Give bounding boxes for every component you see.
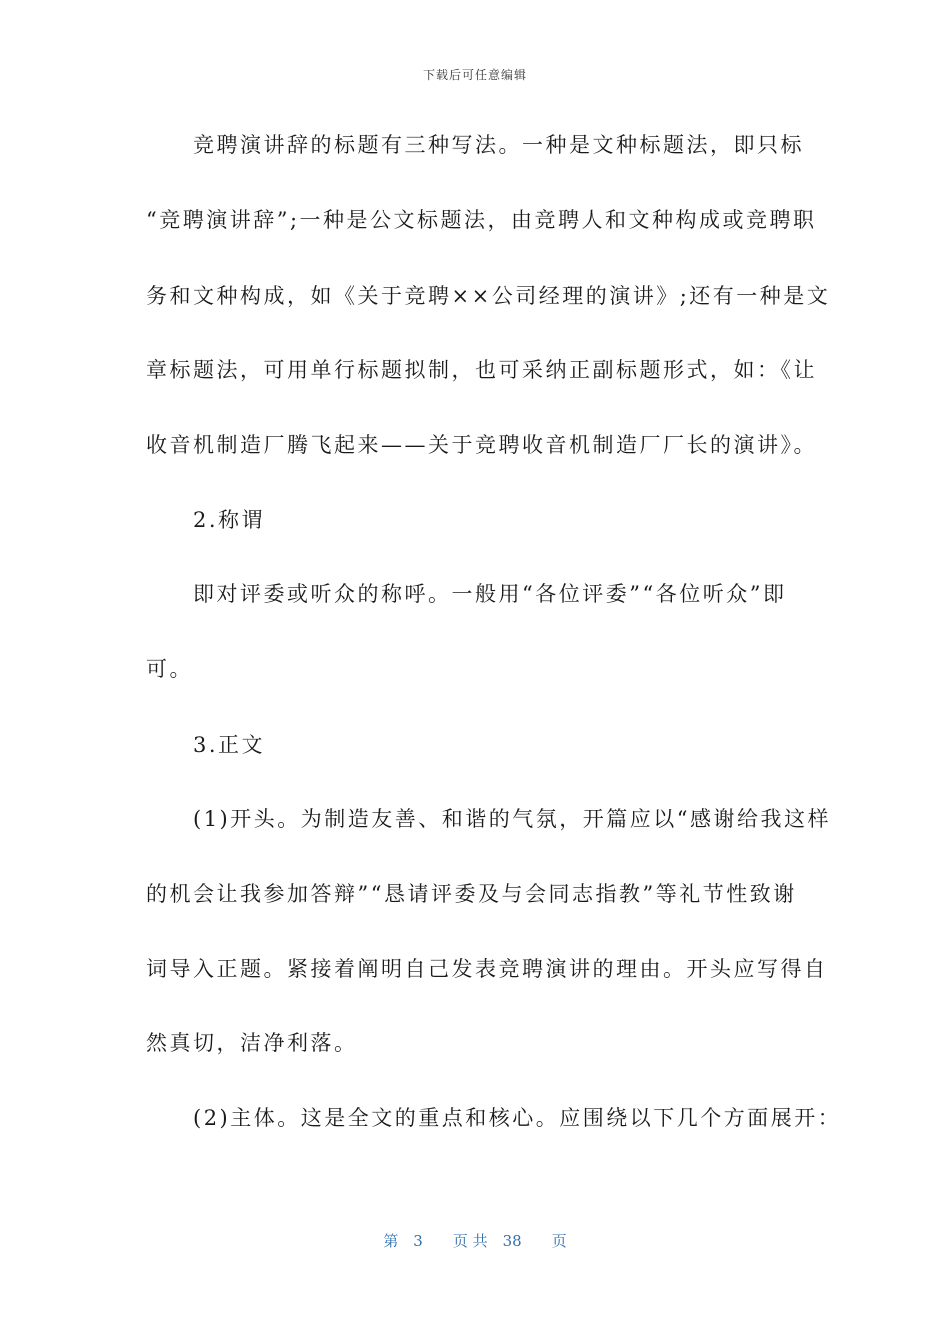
paragraph-line: 收音机制造厂腾飞起来——关于竞聘收音机制造厂厂长的演讲》。 [146, 433, 817, 457]
paragraph-line: 的机会让我参加答辩”“恳请评委及与会同志指教”等礼节性致谢 [146, 882, 797, 906]
section-heading: 3.正文 [146, 733, 266, 757]
paragraph-line: 竞聘演讲辞的标题有三种写法。一种是文种标题法，即只标 [146, 133, 804, 157]
paragraph-line: 章标题法，可用单行标题拟制，也可采纳正副标题形式，如：《让 [146, 358, 817, 382]
paragraph-line: (1)开头。为制造友善、和谐的气氛，开篇应以“感谢给我这样 [146, 807, 831, 831]
paragraph-line: 然真切，洁净利落。 [146, 1031, 358, 1055]
paragraph-line: (2)主体。这是全文的重点和核心。应围绕以下几个方面展开： [146, 1106, 842, 1130]
paragraph-line: “竞聘演讲辞”;一种是公文标题法，由竞聘人和文种构成或竞聘职 [146, 208, 817, 232]
paragraph-line: 即对评委或听众的称呼。一般用“各位评委”“各位听众”即 [146, 582, 787, 606]
paragraph-line: 可。 [146, 657, 193, 681]
paragraph-line: 词导入正题。紧接着阐明自己发表竞聘演讲的理由。开头应写得自 [146, 957, 828, 981]
section-heading: 2.称谓 [146, 508, 266, 532]
page-number-footer: 第 3 页 共 38 页 [383, 1232, 567, 1250]
paragraph-line: 务和文种构成，如《关于竞聘××公司经理的演讲》;还有一种是文 [146, 284, 831, 308]
page-header-note: 下载后可任意编辑 [422, 68, 527, 82]
